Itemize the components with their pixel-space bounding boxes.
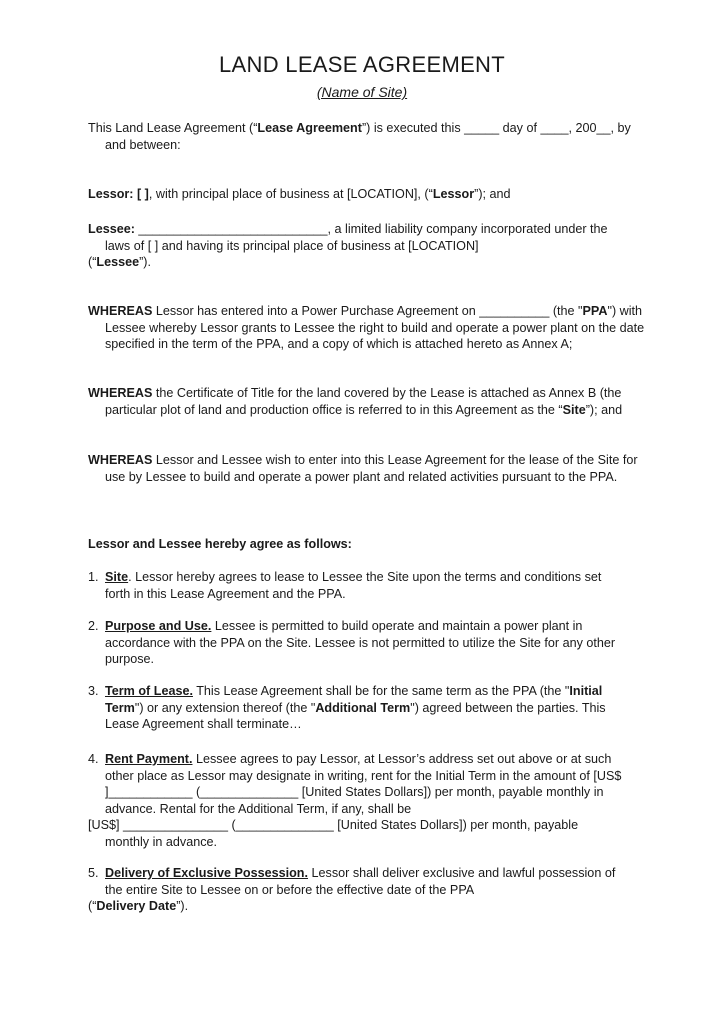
clause-text: This Lease Agreement shall be for the same term as the PPA (the " (192, 684, 570, 698)
clause-body (88, 865, 628, 898)
intro-paragraph (88, 120, 645, 153)
delivery-def-start: (“ (88, 899, 97, 913)
clause-number: 4. (88, 752, 99, 766)
initial-term-defined: Initial Term (105, 684, 603, 715)
whereas-title-paragraph (88, 385, 645, 418)
whereas-ppa-text-end: ") with Lessee whereby Lessor grants to Lessee the right to build and operate a power plant on the date specified in the term of the PPA, and a copy of which is attached hereto as Annex A; (105, 304, 645, 351)
lessee-definition (88, 254, 628, 271)
clause-heading: Term of Lease. (105, 684, 193, 698)
clause-number: 5. (88, 866, 99, 880)
clause-text-mid: ") or any extension thereof (the " (134, 700, 316, 715)
clause-number: 2. (88, 619, 99, 633)
agreement-heading: Lessor and Lessee hereby agree as follows: (88, 537, 352, 551)
clause-text: . Lessor hereby agrees to lease to Lessee the Site upon the terms and conditions set forth in this Lease Agreement and the PPA. (105, 570, 602, 601)
clause-delivery-of-possession (88, 865, 628, 915)
whereas-ppa-text: Lessor has entered into a Power Purchase Agreement on __________ (the " (152, 304, 583, 318)
clause-purpose-and-use (88, 618, 628, 668)
lessee-defined-term: Lessee (96, 255, 140, 269)
lessee-body (88, 221, 628, 254)
lessee-def-end: ”). (139, 255, 151, 269)
clause-heading: Purpose and Use. (105, 619, 212, 633)
clause-body (88, 751, 628, 817)
lessor-defined-term: Lessor (432, 187, 475, 201)
clause-site (88, 569, 628, 602)
clause-text-end: ") agreed between the parties. This Lease Agreement shall terminate… (105, 700, 606, 731)
clause-heading: Site (105, 570, 129, 584)
clause-number: 1. (88, 570, 99, 584)
clause-text: Lessee agrees to pay Lessor, at Lessor’s address set out above or at such other place as Lessor may designate in writing, rent for the Initial Term in the amount of [US$ ]____________ (______________ [United States Dollars]) per month, payable monthly in advance. Rental for the Additional Term, if any, shall be (105, 752, 622, 816)
lessee-def-start: (“ (88, 255, 97, 269)
clause-term-of-lease (88, 683, 628, 733)
whereas-title-text: the Certificate of Title for the land covered by the Lease is attached as Annex B (the particular plot of land and production office is referred to in this Agreement as the “ (105, 386, 622, 417)
lessee-text: ___________________________, a limited liability company incorporated under the laws of [ ] and having its principal place of business at [LOCATION] (105, 222, 608, 253)
additional-term-defined: Additional Term (315, 700, 411, 715)
whereas-label: WHEREAS (88, 386, 153, 400)
clause-text: Lessee is permitted to build operate and maintain a power plant in accordance with the PPA on the Site. Lessee is not permitted to utilize the Site for any other purpose. (105, 619, 616, 666)
whereas-ppa-paragraph (88, 303, 645, 353)
intro-text-start: This Land Lease Agreement (“ (88, 121, 258, 135)
delivery-date-definition (88, 898, 628, 915)
intro-text-end: ”) is executed this _____ day of ____, 200__, by and between: (105, 121, 631, 152)
document-subtitle: (Name of Site) (316, 84, 408, 100)
lessor-paragraph (88, 186, 645, 203)
clause-text: Lessor shall deliver exclusive and lawful possession of the entire Site to Lessee on or before the effective date of the PPA (105, 866, 616, 897)
site-defined-term: Site (562, 402, 586, 417)
lessee-paragraph (88, 221, 628, 271)
delivery-def-end: ”). (176, 899, 189, 913)
clause-heading: Delivery of Exclusive Possession. (105, 866, 309, 880)
lessee-label: Lessee: (88, 222, 135, 236)
clause-number: 3. (88, 684, 99, 698)
delivery-date-defined: Delivery Date (96, 899, 177, 913)
whereas-label: WHEREAS (88, 304, 153, 318)
whereas-label: WHEREAS (88, 453, 153, 467)
clause-heading: Rent Payment. (105, 752, 193, 766)
whereas-title-text-end: ”); and (585, 402, 623, 417)
whereas-lease-text: Lessor and Lessee wish to enter into this Lease Agreement for the lease of the Site for use by Lessee to build and operate a power plant and related activities pursuant to the PPA. (105, 453, 638, 484)
clause-body (88, 569, 628, 602)
lessor-label: Lessor: [ ] (88, 187, 149, 201)
clause-body (88, 683, 628, 733)
ppa-defined-term: PPA (582, 304, 608, 318)
document-title: LAND LEASE AGREEMENT (219, 52, 505, 77)
rent-additional-amount-line: [US$] _______________ (______________ [United States Dollars]) per month, payable (88, 818, 579, 832)
lessor-text-end: ”); and (474, 187, 511, 201)
clause-body (88, 618, 628, 668)
intro-defined-term: Lease Agreement (257, 121, 362, 135)
clause-rent-payment (88, 751, 628, 850)
lessor-text: , with principal place of business at [LOCATION], (“ (148, 187, 433, 201)
whereas-lease-paragraph (88, 452, 645, 485)
rent-payable-line: monthly in advance. (105, 834, 218, 849)
